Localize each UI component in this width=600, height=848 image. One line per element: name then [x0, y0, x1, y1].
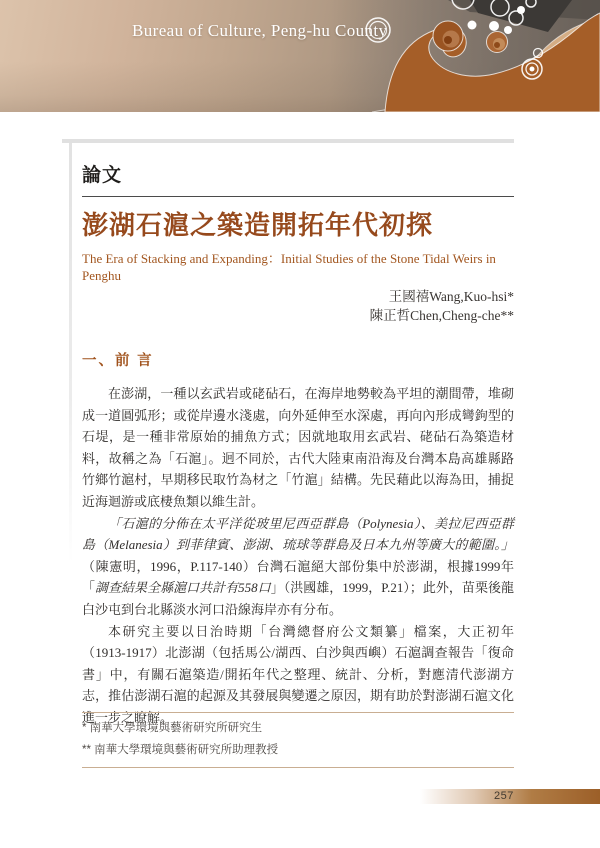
card-top-shadow-line — [62, 139, 514, 143]
card-left-shadow-line — [69, 143, 72, 563]
page-number: 257 — [494, 790, 514, 802]
paragraph-1: 在澎湖，一種以玄武岩或硓砧石，在海岸地勢較為平坦的潮間帶，堆砌成一道圓弧形；或從岸邊水淺處，向外延伸至水深處，再向內形成彎鉤型的石堤，是一種非常原始的捕魚方式；因就地取用玄武岩、硓砧石為築造材料，故稱之為「石滬」。迥不同於，古代大陸東南沿海及台灣本島高雄縣路竹鄉竹滬村，早期移民取竹為材之「竹滬」結構。先民藉此以海為田，捕捉近海迴游或底棲魚類以維生計。 — [82, 386, 514, 509]
article-content — [82, 150, 514, 729]
article-title: 澎湖石滬之築造開拓年代初探 — [82, 211, 434, 240]
banner-title: Bureau of Culture, Peng-hu County — [132, 21, 388, 40]
kicker-divider — [82, 196, 514, 197]
header-banner — [0, 0, 600, 112]
footnote-line: ** 南華大學環境與藝術研究所助理教授 — [82, 744, 279, 756]
quote-segment: 調查結果全縣滬口共計有558口 — [95, 580, 271, 596]
footnote-line: * 南華大學環境與藝術研究所研究生 — [82, 722, 263, 734]
citation-segment: 」（洪國雄，1999，P.21）；此外，苗栗後龍白沙屯到台北縣淡水河口沿線海岸亦有分布。 — [82, 580, 514, 617]
citation-segment: （陳憲明，1996，P.117-140）台灣石滬絕大部份集中於澎湖，根據1999年「 — [82, 558, 514, 596]
article-kicker: 論文 — [82, 165, 123, 186]
footnote-divider-bottom — [82, 767, 514, 768]
quote-segment: 「石滬的分佈在太平洋從玻里尼西亞群島（Polynesia）、美拉尼西亞群島（Melanesia）到菲律賓、澎湖、琉球等群島及日本九州等廣大的範圍。」 — [82, 515, 514, 553]
footnote-block — [82, 712, 514, 768]
author-line: 王國禧Wang,Kuo-hsi* — [388, 289, 514, 304]
author-block — [82, 288, 514, 325]
article-subtitle-english: The Era of Stacking and Expanding：Initial Studies of the Stone Tidal Weirs in Penghu — [82, 251, 496, 283]
author-line: 陳正哲Chen,Cheng-che** — [369, 307, 514, 323]
footnote-divider-top — [82, 712, 514, 713]
paragraph-3: 本研究主要以日治時期「台灣總督府公文類纂」檔案，大正初年（1913-1917）北澎湖（包括馬公/湖西、白沙與西嶼）石滬調查報告「復命書」中，有關石滬築造/開拓年代之整理、統計、分析，對應清代澎湖方志，推估澎湖石滬的起源及其發展與變遷之原因，期有助於對澎湖石滬文化進一步之瞭解。 — [82, 623, 514, 725]
paragraph-2 — [82, 513, 514, 621]
banner-swirl-graphic — [0, 0, 600, 112]
section-heading: 一、前 言 — [82, 353, 154, 369]
page-number-bar — [420, 789, 600, 804]
